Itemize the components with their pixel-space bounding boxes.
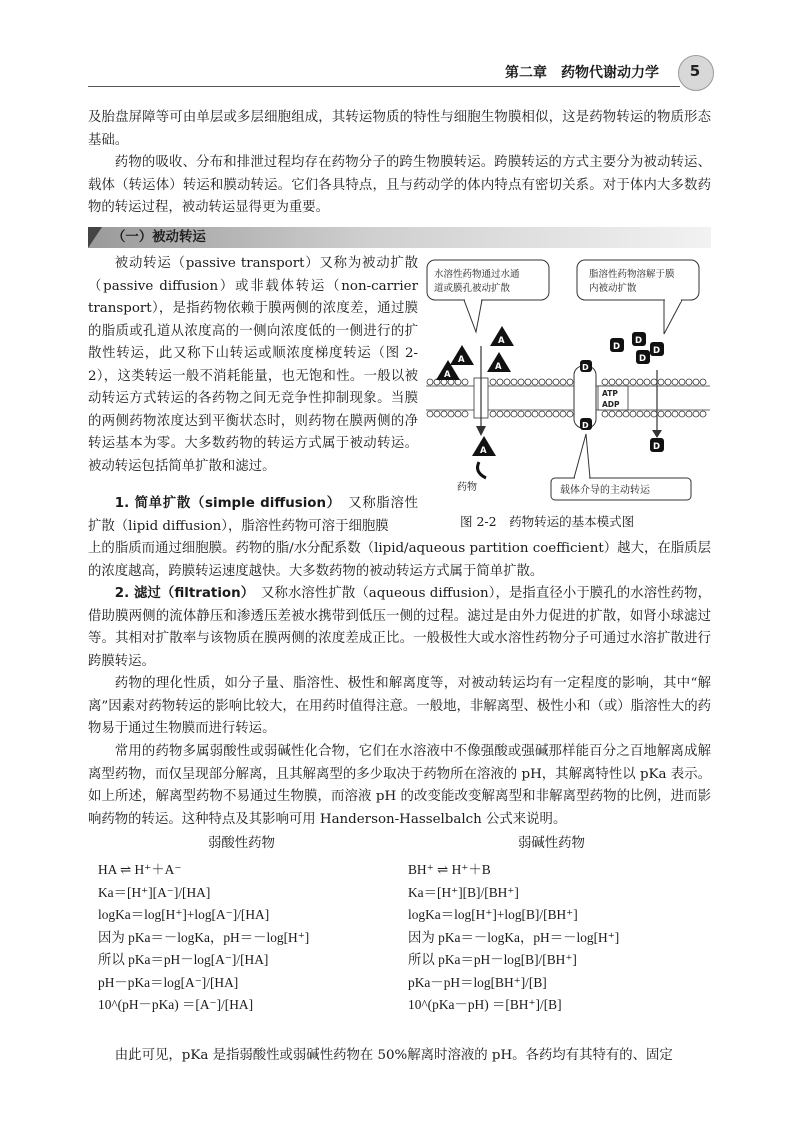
- phospholipid-head: [504, 411, 510, 417]
- acid-equations-title: 弱酸性药物: [208, 836, 275, 851]
- paragraph-simple-diffusion-a: [88, 493, 418, 538]
- cell-membrane: [426, 386, 710, 410]
- phospholipid-head: [616, 411, 622, 417]
- filtration-label: 2. 滤过（filtration）: [114, 586, 248, 601]
- phospholipid-head: [539, 379, 545, 385]
- phospholipid-head: [532, 379, 538, 385]
- phospholipid-head: [672, 379, 678, 385]
- phospholipid-head: [644, 379, 650, 385]
- simple-diffusion-text-a: 又称脂溶性扩散（lipid diffusion），脂溶性药物可溶于细胞膜: [88, 496, 419, 534]
- glyph-a-3: A: [444, 370, 451, 380]
- phospholipid-head: [602, 379, 608, 385]
- phospholipid-head: [693, 411, 699, 417]
- acid-eq-7: 10^(pH－pKa) ＝[A⁻]/[HA]: [98, 997, 254, 1012]
- water-diffusion-callout: [427, 260, 549, 332]
- base-eq-6: pKa－pH＝log[BH⁺]/[B]: [408, 974, 547, 990]
- paragraph-physicochemical: 药物的理化性质，如分子量、脂溶性、极性和解离度等，对被动转运均有一定程度的影响，其中“解离”因素对药物转运的影响比较大，在用药时值得注意。一般地，非解离型、极性小和（或）脂溶性大的药物易于通过生物膜而进行转运。: [88, 676, 711, 736]
- acid-eq-6: pH－pKa＝log[A⁻]/[HA]: [98, 974, 239, 990]
- base-equations-title: 弱碱性药物: [518, 836, 585, 851]
- lipid-diffusion-callout: [577, 260, 699, 334]
- phospholipid-head: [427, 411, 433, 417]
- phospholipid-head: [700, 379, 706, 385]
- paragraph-1: 及胎盘屏障等可由单层或多层细胞组成，其转运物质的特性与细胞生物膜相似，这是药物转运的物质形态基础。: [88, 110, 711, 148]
- phospholipid-head: [665, 379, 671, 385]
- phospholipid-head: [567, 411, 573, 417]
- glyph-a-1: A: [458, 355, 465, 365]
- glyph-d-4: D: [653, 346, 661, 356]
- phospholipid-head: [567, 379, 573, 385]
- phospholipid-head: [644, 411, 650, 417]
- phospholipid-head: [693, 379, 699, 385]
- glyph-d-2: D: [635, 336, 643, 346]
- phospholipid-head: [630, 379, 636, 385]
- glyph-d-3: D: [639, 354, 647, 364]
- phospholipid-head: [651, 379, 657, 385]
- phospholipid-head: [560, 411, 566, 417]
- glyph-d-carrier-2: D: [582, 421, 589, 430]
- glyph-a-5: A: [480, 446, 487, 456]
- paragraph-passive-transport: 被动转运（passive transport）又称为被动扩散（passive diffusion）或非载体转运（non-carrier transport），是指药物依赖于膜两侧的浓度差，通过膜的脂质或孔道从浓度高的一侧向浓度低的一侧进行的扩散性转运，此又称下山转运或顺浓度梯度转运（图 2-2），这类转运一般不消耗能量，也无饱和性。一般以被动转运方式转运的各药物之间无竞争性抑制现象。当膜的两侧药物浓度达到平衡状态时，则药物在膜两侧的净转运基本为零。大多数药物的转运方式属于被动转运。被动转运包括简单扩散和滤过。: [88, 256, 418, 474]
- phospholipid-head: [630, 411, 636, 417]
- phospholipid-head: [532, 411, 538, 417]
- paragraph-2: 药物的吸收、分布和排泄过程均存在药物分子的跨生物膜转运。跨膜转运的方式主要分为被动转运、载体（转运体）转运和膜动转运。它们各具特点，且与药动学的体内特点有密切关系。对于体内大多数药物的转运过程，被动转运显得更为重要。: [88, 155, 711, 215]
- phospholipid-head: [602, 411, 608, 417]
- phospholipid-head: [448, 411, 454, 417]
- glyph-d-1: D: [613, 342, 621, 352]
- acid-equations: [98, 859, 309, 1017]
- phospholipid-head: [497, 379, 503, 385]
- phospholipid-head: [490, 411, 496, 417]
- carrier-label: 载体介导的主动转运: [560, 485, 650, 496]
- phospholipid-head: [553, 411, 559, 417]
- transport-diagram: [424, 250, 712, 512]
- glyph-d-5: D: [653, 442, 661, 452]
- carrier-arrow-head: [652, 430, 662, 438]
- page-number: 5: [689, 62, 701, 80]
- phospholipid-head: [539, 411, 545, 417]
- phospholipid-head: [497, 411, 503, 417]
- paragraph-filtration: [88, 583, 711, 673]
- phospholipid-head: [637, 379, 643, 385]
- atp-label: ATP: [602, 389, 618, 398]
- phospholipid-head: [623, 411, 629, 417]
- phospholipid-head: [679, 411, 685, 417]
- phospholipid-head: [623, 379, 629, 385]
- lipid-diffusion-label-1: 脂溶性药物溶解于膜: [589, 269, 675, 280]
- paragraph-weak-acid-base: 常用的药物多属弱酸性或弱碱性化合物，它们在水溶液中不像强酸或强碱那样能百分之百地解离成解离型药物，而仅呈现部分解离，且其解离型的多少取决于药物所在溶液的 pH，其解离特性以 pKa 表示。如上所述，解离型药物不易通过生物膜，而溶液 pH 的改变能改变解离型和非解离型药物的比例，进而影响药物的转运。这种特点及其影响可用 Handerson-Hasselbalch 公式来说明。: [88, 744, 711, 827]
- phospholipid-head: [525, 411, 531, 417]
- section-heading-marker: [88, 227, 102, 248]
- glyph-a-2: A: [498, 336, 505, 346]
- base-eq-3: logKa＝log[H⁺]+log[B]/[BH⁺]: [408, 907, 578, 922]
- phospholipid-head: [462, 379, 468, 385]
- acid-eq-1: HA ⇌ H⁺＋A⁻: [98, 862, 182, 877]
- phospholipid-head: [427, 379, 433, 385]
- carrier-callout: [551, 434, 691, 500]
- base-eq-7: 10^(pKa－pH) ＝[BH⁺]/[B]: [408, 997, 562, 1012]
- phospholipid-head: [490, 379, 496, 385]
- phospholipid-head: [686, 379, 692, 385]
- phospholipid-head: [546, 411, 552, 417]
- adp-label: ADP: [602, 400, 620, 409]
- phospholipid-head: [546, 379, 552, 385]
- chapter-header: 第二章 药物代谢动力学: [505, 65, 659, 81]
- paragraph-simple-diffusion-b: 上的脂质而通过细胞膜。药物的脂/水分配系数（lipid/aqueous partition coefficient）越大，在脂质层的浓度越高，跨膜转运速度越快。大多数药物的被动转运方式属于简单扩散。: [88, 541, 711, 579]
- phospholipid-head: [658, 411, 664, 417]
- phospholipid-head: [609, 411, 615, 417]
- phospholipid-head: [525, 379, 531, 385]
- phospholipid-head: [462, 411, 468, 417]
- base-eq-2: Ka＝[H⁺][B]/[BH⁺]: [408, 884, 519, 900]
- phospholipid-head: [665, 411, 671, 417]
- drug-label: 药物: [457, 482, 477, 493]
- phospholipid-head: [658, 379, 664, 385]
- phospholipid-head: [672, 411, 678, 417]
- phospholipid-head: [700, 411, 706, 417]
- glyph-a-4: A: [495, 362, 502, 372]
- acid-eq-3: logKa＝log[H⁺]+log[A⁻]/[HA]: [98, 907, 270, 922]
- filtration-text: 又称水溶性扩散（aqueous diffusion），是指直径小于膜孔的水溶性药物，借助膜两侧的流体静压和渗透压差被水携带到低压一侧的过程。滤过是由外力促进的扩散，如肾小球滤过等。其相对扩散率与该物质在膜两侧的浓度差成正比。一般极性大或水溶性药物分子可通过水溶扩散进行跨膜转运。: [88, 586, 711, 669]
- phospholipid-head: [679, 379, 685, 385]
- acid-eq-2: Ka＝[H⁺][A⁻]/[HA]: [98, 884, 211, 900]
- acid-eq-5: 所以 pKa＝pH－log[A⁻]/[HA]: [98, 952, 269, 967]
- base-equations: [408, 859, 619, 1017]
- base-eq-5: 所以 pKa＝pH－log[B]/[BH⁺]: [408, 952, 577, 967]
- phospholipid-head: [511, 379, 517, 385]
- phospholipid-head: [504, 379, 510, 385]
- phospholipid-head: [616, 379, 622, 385]
- phospholipid-head: [686, 411, 692, 417]
- base-eq-4: 因为 pKa＝－logKa，pH＝－log[H⁺]: [408, 929, 620, 945]
- figure-caption: 图 2-2 药物转运的基本模式图: [460, 514, 635, 529]
- phospholipid-head: [560, 379, 566, 385]
- phospholipid-head: [511, 411, 517, 417]
- lipid-diffusion-label-2: 内被动扩散: [589, 283, 637, 294]
- water-diffusion-label-1: 水溶性药物通过水通: [434, 269, 520, 280]
- base-eq-1: BH⁺ ⇌ H⁺＋B: [408, 862, 491, 877]
- acid-eq-4: 因为 pKa＝－logKa，pH＝－log[H⁺]: [98, 929, 310, 945]
- phospholipid-heads: [427, 379, 706, 417]
- phospholipid-head: [434, 411, 440, 417]
- paragraph-conclusion: 由此可见，pKa 是指弱酸性或弱碱性药物在 50%解离时溶液的 pH。各药均有其特有的、固定: [114, 1048, 673, 1063]
- phospholipid-head: [651, 411, 657, 417]
- phospholipid-head: [441, 411, 447, 417]
- section-title: （一）被动转运: [112, 230, 206, 245]
- phospholipid-head: [518, 379, 524, 385]
- phospholipid-head: [637, 411, 643, 417]
- simple-diffusion-label: 1. 简单扩散（simple diffusion）: [114, 496, 335, 511]
- pore-arrow-head: [476, 426, 486, 436]
- header-rule: [88, 86, 680, 87]
- phospholipid-head: [455, 411, 461, 417]
- water-diffusion-label-2: 道或膜孔被动扩散: [434, 283, 511, 294]
- phospholipid-head: [609, 379, 615, 385]
- phospholipid-head: [518, 411, 524, 417]
- exit-arrow: [478, 462, 486, 478]
- glyph-d-carrier-1: D: [582, 363, 589, 372]
- phospholipid-head: [553, 379, 559, 385]
